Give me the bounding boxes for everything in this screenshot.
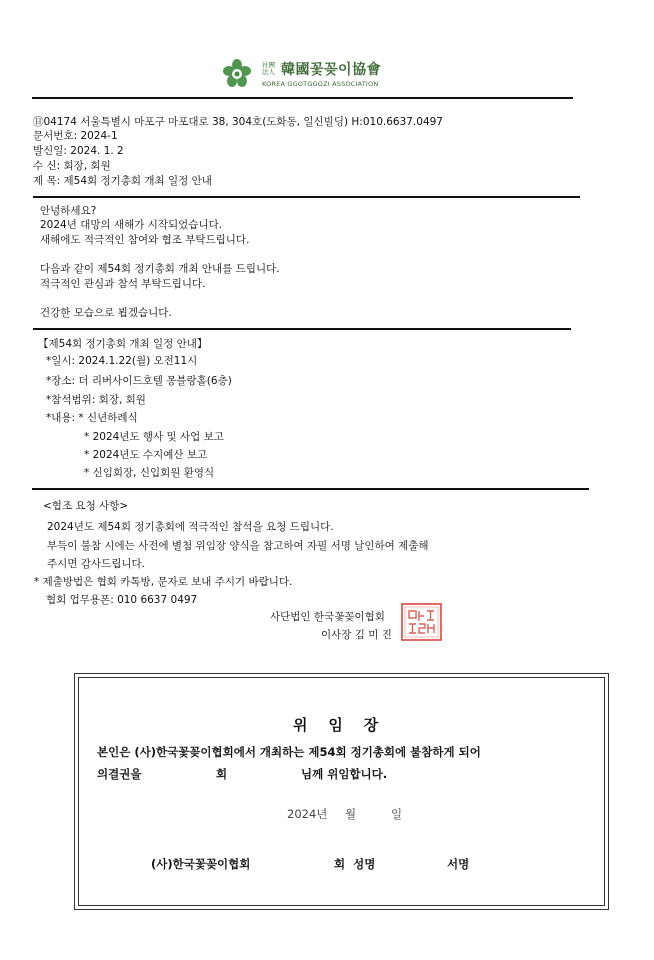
greeting-line: 2024년 대망의 새해가 시작되었습니다. — [40, 219, 223, 231]
request-line: 주시면 감사드립니다. — [47, 558, 145, 570]
schedule-content: *내용: * 신년하례식 — [46, 412, 138, 424]
doc-number: 문서번호: 2024-1 — [33, 130, 118, 142]
proxy-statement: 본인은 (사)한국꽃꽂이협회에서 개최하는 제54회 정기총회에 불참하게 되어 — [97, 745, 481, 759]
logo-name: 韓國꽃꽂이協會 — [281, 62, 382, 78]
proxy-delegate-label: 님께 위임합니다. — [301, 767, 388, 781]
divider — [32, 488, 589, 490]
schedule-item: * 신임회장, 신입회원 환영식 — [84, 467, 215, 479]
divider — [32, 97, 573, 99]
proxy-date-month: 월 — [345, 807, 357, 821]
signature-chair: 이사장 김 미 진 — [321, 629, 392, 641]
proxy-date-day: 일 — [391, 807, 403, 821]
office-phone: 협회 업무용폰: 010 6637 0497 — [46, 594, 198, 606]
proxy-date-year: 2024년 — [287, 807, 328, 821]
greeting-line: 적극적인 관심과 참석 부탁드립니다. — [40, 278, 206, 290]
seal-stamp-icon — [401, 603, 442, 641]
schedule-item: * 2024년도 수지예산 보고 — [84, 449, 208, 461]
submission-method: * 제출방법은 협회 카톡방, 문자로 보내 주시기 바랍니다. — [34, 576, 293, 588]
flower-emblem-icon — [222, 58, 252, 88]
proxy-member-blank-label: 회 — [216, 767, 228, 781]
greeting-line: 새해에도 적극적인 참여와 협조 부탁드립니다. — [40, 234, 250, 246]
proxy-voting-right-label: 의결권을 — [97, 767, 142, 781]
greeting-line: 다음과 같이 제54회 정기총회 개최 안내를 드립니다. — [40, 263, 280, 275]
proxy-title: 위 임 장 — [293, 716, 379, 734]
proxy-form-box — [74, 673, 609, 910]
request-line: 부득이 불참 시에는 사전에 별첨 위임장 양식을 참고하여 자필 서명 날인하여 제출해 — [47, 540, 429, 552]
request-line: 2024년도 제54회 정기총회에 적극적인 참석을 요청 드립니다. — [47, 521, 334, 533]
recipient: 수 신: 회장, 회원 — [33, 160, 111, 172]
schedule-item: * 2024년도 행사 및 사업 보고 — [84, 431, 224, 443]
logo-corp-prefix: 社團 法人 — [262, 61, 275, 76]
logo-english-name: KOREA GGOTGGOZI ASSOCIATION — [262, 80, 379, 88]
schedule-scope: *참석범위: 회장, 회원 — [46, 394, 146, 406]
schedule-title: 【제54회 정기총회 개최 일정 안내】 — [38, 338, 208, 350]
sent-date: 발신일: 2024. 1. 2 — [33, 145, 124, 157]
schedule-place: *장소: 더 리버사이드호텔 몽블랑홀(6층) — [46, 375, 232, 387]
schedule-date: *일시: 2024.1.22(월) 오전11시 — [46, 355, 198, 367]
greeting-line: 안녕하세요? — [40, 205, 97, 217]
request-title: <협조 요청 사항> — [43, 500, 129, 512]
address-line: ㊐04174 서울특별시 마포구 마포대로 38, 304호(도화동, 일신빌딩) H:010.6637.0497 — [33, 116, 443, 128]
proxy-sign-label: 서명 — [447, 857, 470, 871]
proxy-member-name-label: 회 성명 — [334, 857, 376, 871]
subject: 제 목: 제54회 정기총회 개최 일정 안내 — [33, 175, 212, 187]
proxy-org: (사)한국꽃꽂이협회 — [151, 857, 251, 871]
divider — [33, 196, 580, 198]
greeting-line: 건강한 모습으로 뵙겠습니다. — [40, 307, 172, 319]
divider — [33, 328, 571, 330]
signature-org: 사단법인 한국꽃꽂이협회 — [270, 611, 385, 623]
